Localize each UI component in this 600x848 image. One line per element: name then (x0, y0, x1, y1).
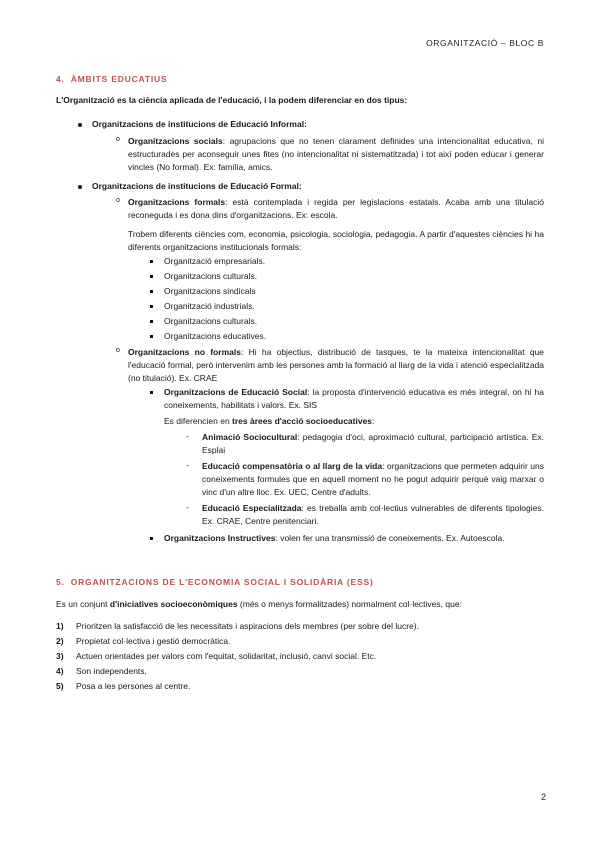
formal-formals-text: : està contemplada i regida per legislacions estatals. Acaba amb una titulació reconeguda i es dona dins d'organitzacions. Ex: escola. (128, 197, 544, 220)
section-4-intro: L'Organització es la ciència aplicada de l'educació, i la podem diferenciar en dos tipus: (56, 95, 408, 105)
section-4-heading (56, 74, 167, 84)
area-item (202, 502, 544, 528)
ess-list-text: Posa a les persones al centre. (76, 681, 191, 691)
square-bullet-icon (150, 537, 153, 540)
informal-title: Organitzacions de institucions de Educació Informal: (92, 119, 307, 129)
formal-no-formals-item (128, 346, 544, 385)
area-item (202, 460, 544, 499)
ess-list-item (56, 620, 419, 633)
formal-list-item: Organitzacions educatives. (164, 331, 267, 341)
no-formals-term: Organitzacions no formals (128, 347, 241, 357)
areas-intro (164, 415, 544, 428)
section-4-title: ÀMBITS EDUCATIUS (70, 74, 168, 84)
square-bullet-icon (150, 290, 153, 293)
square-bullet-icon (150, 391, 153, 394)
dash-bullet-icon: - (186, 502, 189, 512)
informal-social-text: : agrupacions que no tenen clarament definides una intencionalitat educativa, ni estructurades per aconseguir unes fites (no intencionalitat ni sistematitzada) i tot així poden educar i generar vincles (No formal). Ex: família, amics. (128, 136, 544, 172)
area-item (202, 431, 544, 457)
formal-sciences-text: Trobem diferents ciències com, economia, psicologia, sociologia, pedagogia. A partir d'aquestes ciències hi ha diferents organitzacions institucionals formals: (128, 229, 544, 252)
square-bullet-icon (150, 335, 153, 338)
dash-bullet-icon: - (186, 431, 189, 441)
social-ed-item (164, 386, 544, 412)
ess-list-item (56, 650, 376, 663)
section-5-intro (56, 598, 546, 611)
section-5-intro-suffix: (més o menys formalitzades) normalment col·lectives, que: (237, 599, 462, 609)
ess-list-number: 1) (56, 621, 64, 631)
ess-list-item (56, 665, 147, 678)
informal-social-item (128, 135, 544, 174)
formal-list-item: Organitzacions culturals. (164, 316, 258, 326)
instructives-term: Organitzacions Instructives (164, 533, 276, 543)
no-formals-text: : Hi ha objectius, distribució de tasques, te la mateixa intencionalitat que l'educació formal, però intervenim amb les persones amb la formació al llarg de la vida i atenció especialitzada (no titulació). Ex. CRAE (128, 347, 544, 383)
area-term: Educació compensatòria o al llarg de la vida (202, 461, 383, 471)
formal-formals-term: Organitzacions formals (128, 197, 226, 207)
circle-bullet-icon: o (116, 136, 120, 143)
ess-list-text: Prioritzen la satisfacció de les necessitats i aspiracions dels membres (per sobre del lucre). (76, 621, 419, 631)
formal-list-item: Organitzacions sindicals (164, 286, 256, 296)
bullet-dot-icon (78, 185, 82, 189)
area-text: : pedagogia d'oci, aproximació cultural, participació artística. Ex. Esplai (202, 432, 544, 455)
informal-social-term: Organitzacions socials (128, 136, 223, 146)
area-term: Educació Especialitzada (202, 503, 302, 513)
areas-bold: tres àrees d'acció socioeducatives (232, 416, 373, 426)
page-number: 2 (540, 792, 546, 802)
square-bullet-icon (150, 320, 153, 323)
areas-prefix: Es diferencien en (164, 416, 233, 426)
circle-bullet-icon: o (116, 197, 120, 204)
area-term: Animació Sociocultural (202, 432, 298, 442)
ess-list-number: 2) (56, 636, 64, 646)
social-ed-text: : la proposta d'intervenció educativa es més integral, on hi ha coneixements, habilitats i valors. Ex. SIS (164, 387, 544, 410)
section-5-title: ORGANITZACIONS DE L'ECONOMIA SOCIAL I SOLIDÀRIA (ESS) (70, 577, 374, 587)
areas-suffix: : (372, 416, 375, 426)
formal-title: Organitzacions de institucions de Educació Formal: (92, 181, 302, 191)
formal-list-item: Organització industrials. (164, 301, 255, 311)
square-bullet-icon (150, 260, 153, 263)
area-text: : organitzacions que permeten adquirir uns coneixements formules que en aquell moment no he pogut adquirir perquè vaig marxar o vinc d'un altre lloc. Ex. UEC, Centre d'adults. (202, 461, 544, 497)
page-header: ORGANITZACIÓ – BLOC B (426, 38, 544, 48)
dash-bullet-icon: - (186, 460, 189, 470)
square-bullet-icon (150, 305, 153, 308)
section-5-heading (56, 577, 374, 587)
section-4-number: 4. (56, 74, 65, 84)
section-5-number: 5. (56, 577, 65, 587)
section-5-intro-prefix: Es un conjunt (56, 599, 110, 609)
area-text: : es treballa amb col·lectius vulnerables de diferents tipologies. Ex. CRAE, Centre penitenciari. (202, 503, 544, 526)
square-bullet-icon (150, 275, 153, 278)
formal-list-item: Organització empresarials. (164, 256, 266, 266)
formal-formals-item (128, 196, 544, 222)
social-ed-term: Organitzacions de Educació Social (164, 387, 308, 397)
ess-list-item (56, 635, 231, 648)
ess-list-number: 3) (56, 651, 64, 661)
ess-list-number: 5) (56, 681, 64, 691)
instructives-item (164, 532, 544, 545)
ess-list-item (56, 680, 190, 693)
section-5-intro-bold: d'iniciatives socioeconòmiques (109, 599, 238, 609)
instructives-text: : volen fer una transmissió de coneixements. Ex. Autoescola. (275, 533, 505, 543)
ess-list-text: Propietat col·lectiva i gestió democràtica. (76, 636, 231, 646)
formal-list-item: Organitzacions culturals. (164, 271, 258, 281)
ess-list-text: Son independents, (76, 666, 147, 676)
circle-bullet-icon: o (116, 347, 120, 354)
ess-list-text: Actuen orientades per valors com l'equitat, solidaritat, inclusió, canvi social. Etc. (76, 651, 377, 661)
ess-list-number: 4) (56, 666, 64, 676)
bullet-dot-icon (78, 123, 82, 127)
